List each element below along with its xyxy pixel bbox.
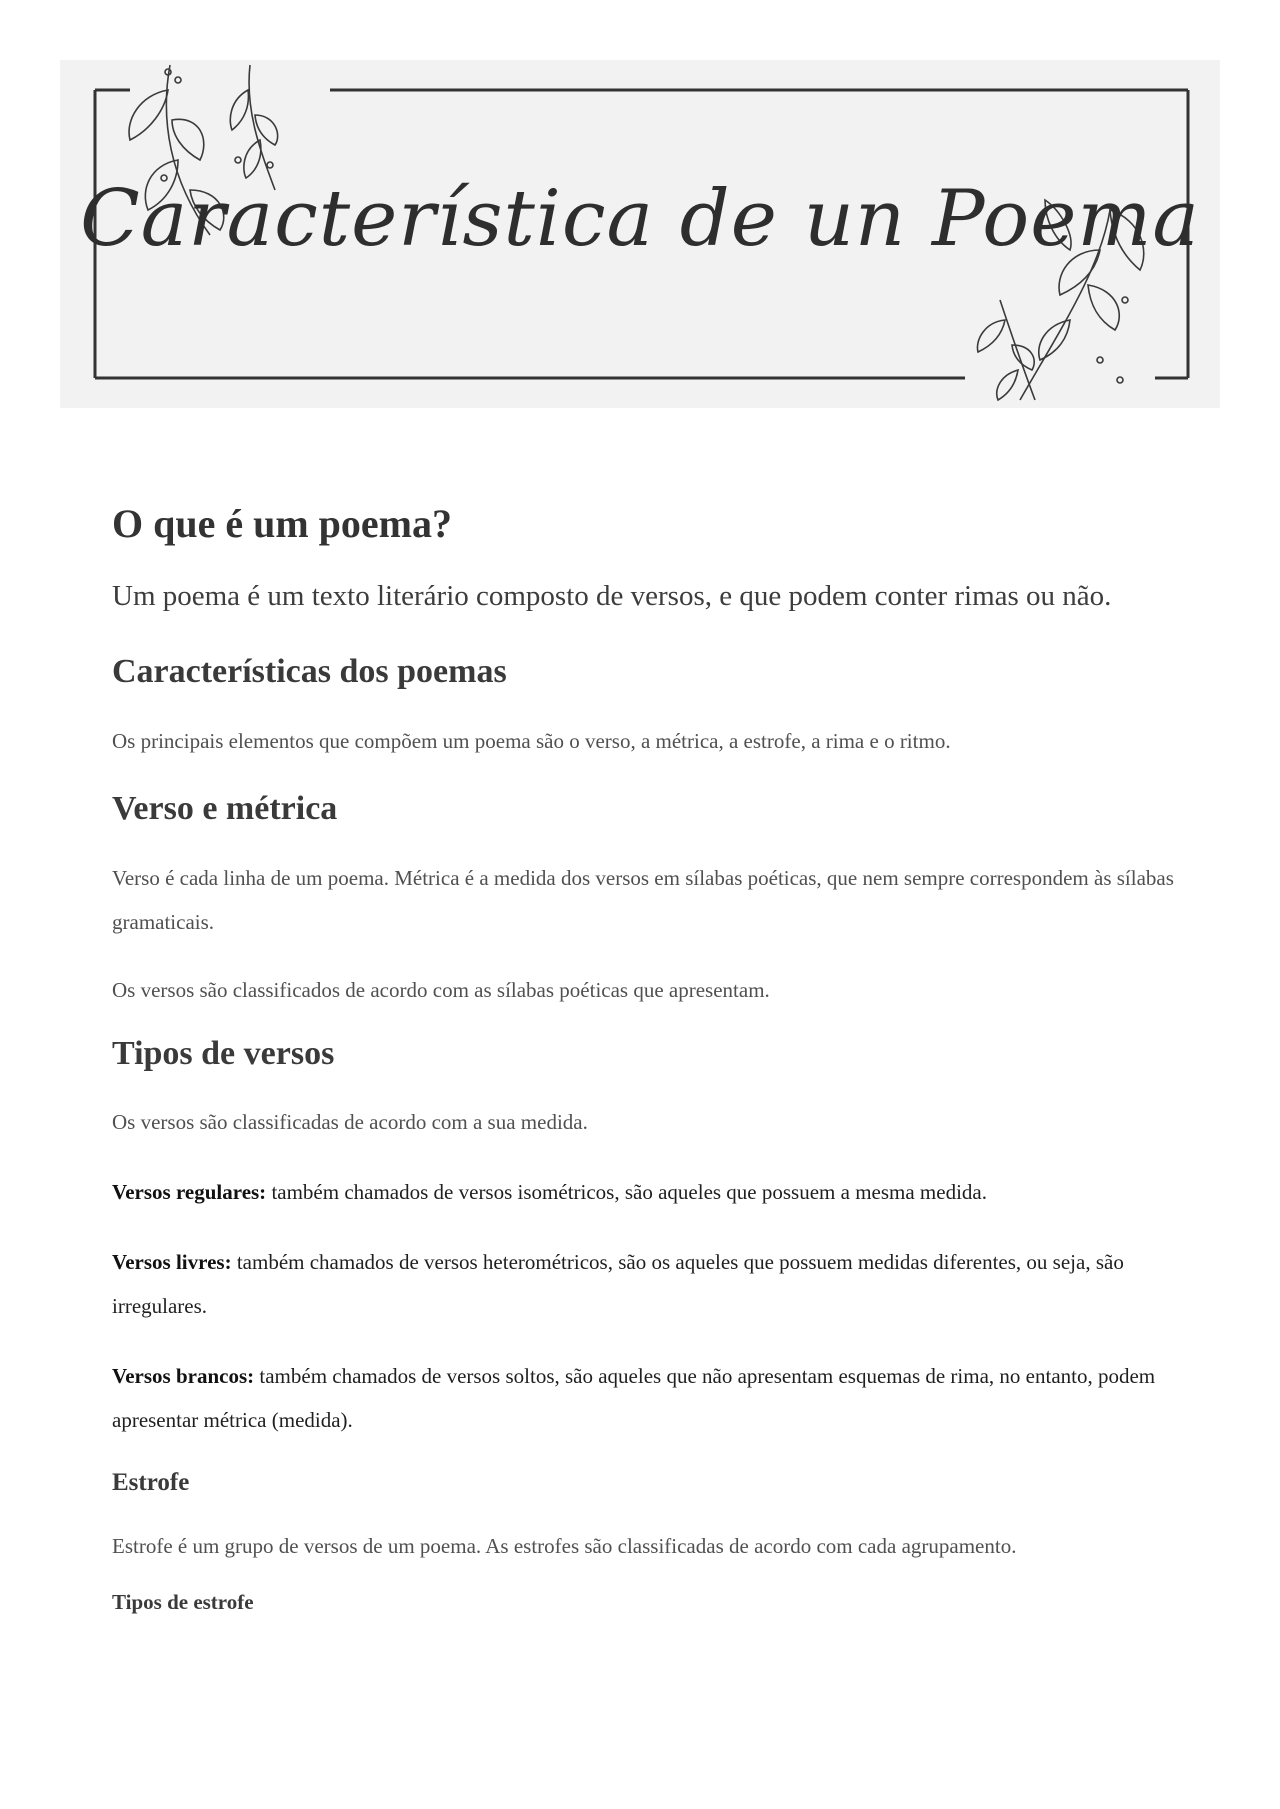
tipos-estrofe-heading: Tipos de estrofe [112,1590,254,1615]
tipos-versos-heading: Tipos de versos [112,1034,335,1072]
verso-metrica-heading: Verso e métrica [112,789,338,827]
intro-text: Um poema é um texto literário composto de versos, e que podem conter rimas ou não. [112,580,1112,612]
caracteristicas-text: Os principais elementos que compõem um poema são o verso, a métrica, a estrofe, a rima e o ritmo. [112,728,951,753]
verso-item-livres [112,1240,1212,1328]
header-banner [60,60,1220,408]
tipos-versos-intro: Os versos são classificadas de acordo com a sua medida. [112,1110,588,1135]
verso-term: Versos brancos: [112,1364,255,1389]
verso-desc: também chamados de versos isométricos, são aqueles que possuem a mesma medida. [266,1180,987,1205]
estrofe-heading: Estrofe [112,1469,190,1497]
verso-item-regulares [112,1170,1212,1214]
verso-metrica-text-2: Os versos são classificados de acordo com as sílabas poéticas que apresentam. [112,977,770,1002]
verso-desc: também chamados de versos heterométricos, são os aqueles que possuem medidas diferentes, ou seja, são irregulares. [112,1250,1124,1319]
article-content [112,500,1212,1616]
caracteristicas-heading: Características dos poemas [112,653,507,690]
verso-term: Versos regulares: [112,1180,267,1205]
verso-desc: também chamados de versos soltos, são aqueles que não apresentam esquemas de rima, no entanto, podem apresentar métrica (medida). [112,1364,1156,1433]
banner-title: Característica de un Poema [80,174,1200,264]
verso-term: Versos livres: [112,1250,232,1275]
intro-heading: O que é um poema? [112,501,452,546]
verso-item-brancos [112,1354,1212,1442]
verso-metrica-text-1: Verso é cada linha de um poema. Métrica é a medida dos versos em sílabas poéticas, que nem sempre correspondem às sílabas gramaticais. [112,865,1174,934]
estrofe-text: Estrofe é um grupo de versos de um poema. As estrofes são classificadas de acordo com cada agrupamento. [112,1534,1017,1559]
